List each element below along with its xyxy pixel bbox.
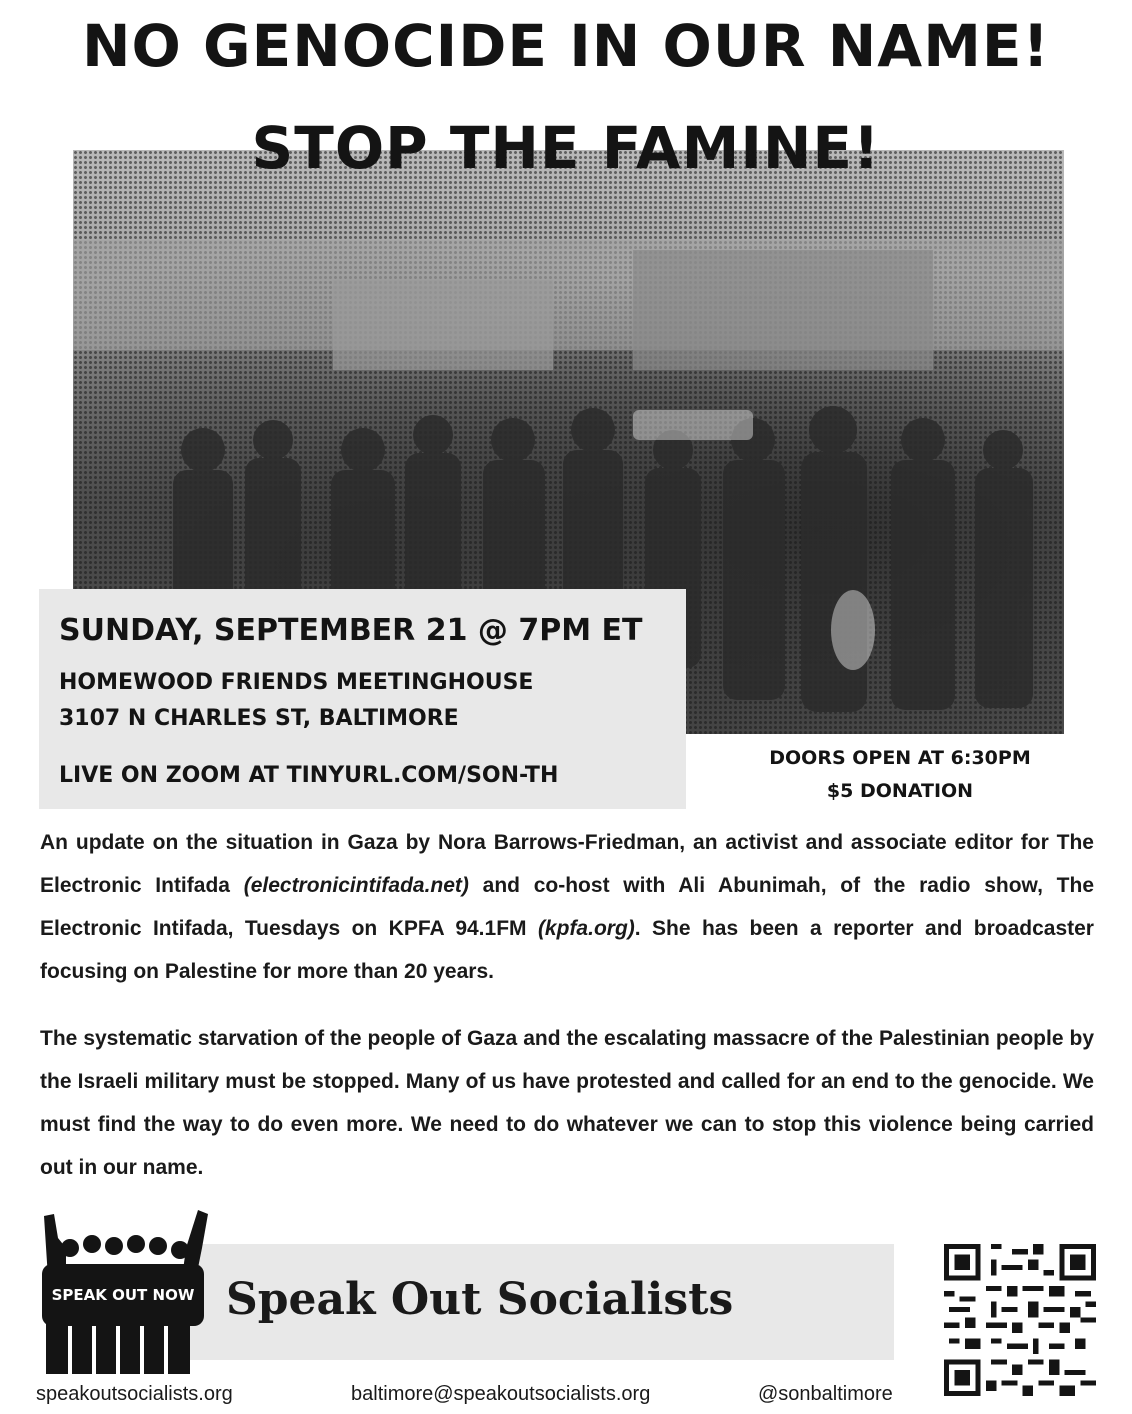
p1-text-b: and co-host with Ali Abunimah, of the radio show, The Electronic Intifada, Tuesdays on KPFA 94.1FM: [40, 874, 1094, 940]
donation-amount: $5 DONATION: [826, 780, 974, 802]
description-paragraph-1: [40, 821, 1094, 993]
venue-name: HOMEWOOD FRIENDS MEETINGHOUSE: [59, 670, 534, 695]
event-datetime: SUNDAY, SEPTEMBER 21 @ 7PM ET: [59, 613, 643, 648]
headline-line-1: NO GENOCIDE IN OUR NAME!: [81, 12, 1050, 80]
org-banner: [190, 1244, 894, 1360]
kpfa-link[interactable]: (kpfa.org): [537, 917, 635, 940]
event-details-box: [39, 589, 686, 809]
social-handle[interactable]: @sonbaltimore: [758, 1383, 893, 1405]
qr-code[interactable]: [944, 1244, 1096, 1396]
speak-out-now-logo: [36, 1208, 211, 1374]
email-link[interactable]: baltimore@speakoutsocialists.org: [351, 1383, 651, 1405]
electronicintifada-link[interactable]: (electronicintifada.net): [243, 874, 469, 897]
doors-open-time: DOORS OPEN AT 6:30PM: [769, 747, 1031, 769]
p1-text-a: An update on the situation in Gaza by Nora Barrows-Friedman, an activist and associate editor for The Electronic Intifada: [40, 831, 1094, 897]
headline-line-2: STOP THE FAMINE!: [251, 114, 881, 182]
org-name: Speak Out Socialists: [226, 1274, 734, 1325]
logo-text: SPEAK OUT NOW: [51, 1286, 195, 1304]
website-link[interactable]: speakoutsocialists.org: [36, 1383, 233, 1405]
p1-text-c: . She has been a reporter and broadcaster focusing on Palestine for more than 20 years.: [40, 917, 1094, 983]
venue-address: 3107 N CHARLES ST, BALTIMORE: [59, 706, 459, 731]
zoom-link[interactable]: LIVE ON ZOOM AT TINYURL.COM/SON-TH: [59, 763, 559, 788]
description-paragraph-2: The systematic starvation of the people of Gaza and the escalating massacre of the Palestinian people by the Israeli military must be stopped. Many of us have protested and called for an end to the genocide. We must find the way to do even more. We need to do whatever we can to stop this violence being carried out in our name.: [40, 1027, 1094, 1179]
